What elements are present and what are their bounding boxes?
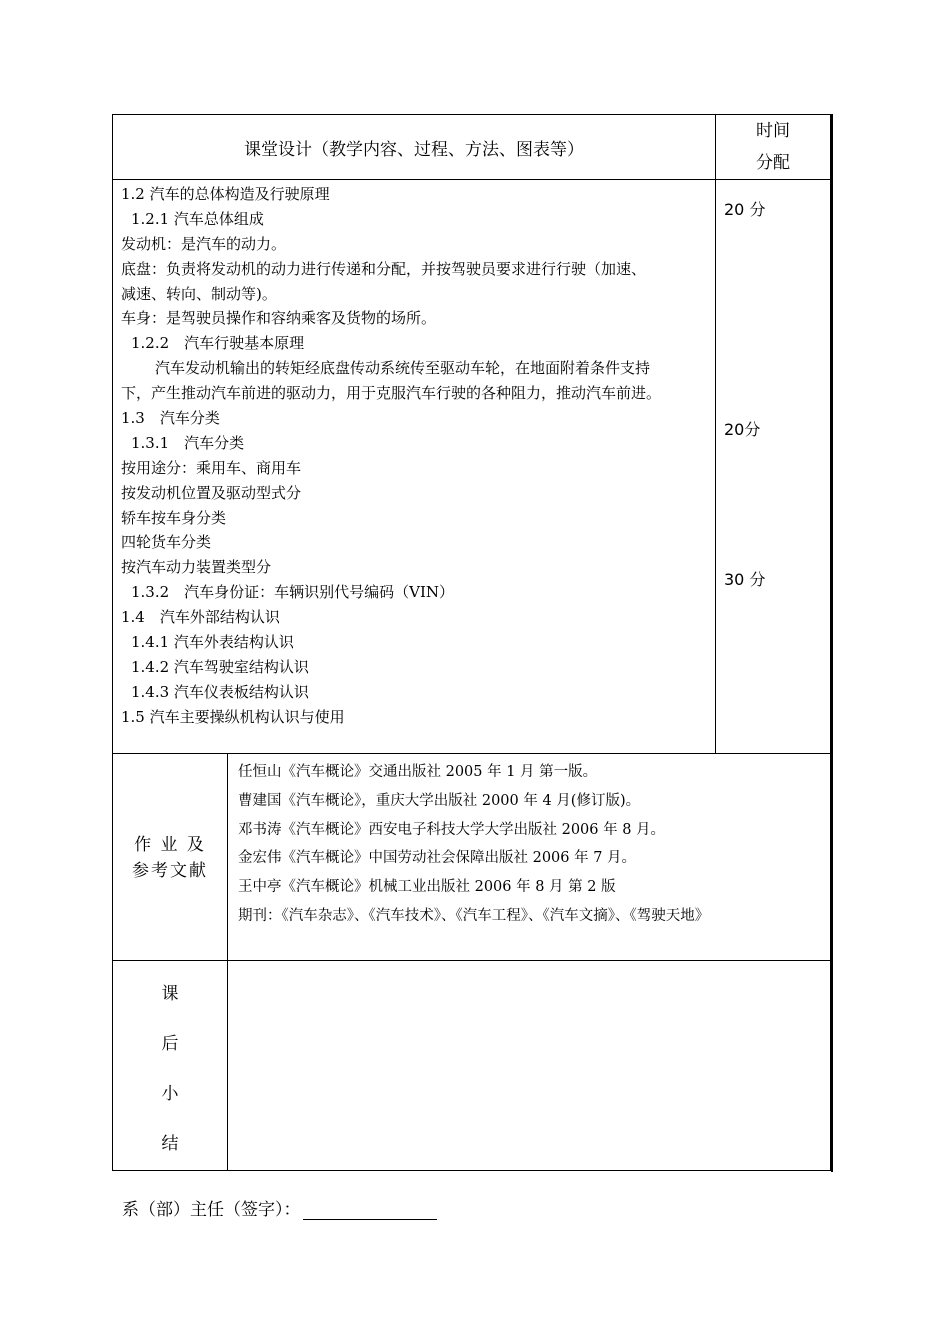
content-divider [112,753,831,754]
content-line: 1.5 汽车主要操纵机构认识与使用 [121,707,345,726]
reference-item: 曹建国《汽车概论》，重庆大学出版社 2000 年 4 月(修订版)。 [238,792,641,809]
header-time-line2: 分配 [756,153,790,173]
lesson-content [121,182,713,730]
reference-item: 期刊：《汽车杂志》、《汽车技术》、《汽车工程》、《汽车文摘》、《驾驶天地》 [238,907,710,924]
summary-label-char: 结 [161,1134,179,1154]
content-line: 1.3 汽车分类 [121,409,220,428]
content-line: 1.2.1 汽车总体组成 [131,209,264,228]
content-line: 按汽车动力装置类型分 [121,558,272,577]
content-line: 底盘：负责将发动机的动力进行传递和分配，并按驾驶员要求进行行驶（加速、 [121,259,647,278]
header-time-cell [716,115,830,179]
header-title: 课堂设计（教学内容、过程、方法、图表等） [244,139,584,160]
summary-label-char: 课 [161,984,179,1004]
content-line: 汽车发动机输出的转矩经底盘传动系统传至驱动车轮，在地面附着条件支持 [155,359,651,378]
header-title-cell [113,115,715,179]
content-line: 1.4.3 汽车仪表板结构认识 [131,682,309,701]
summary-label-char: 小 [161,1084,179,1104]
content-line: 四轮货车分类 [121,533,212,552]
time-column-divider [715,114,716,754]
content-line: 1.4 汽车外部结构认识 [121,608,280,627]
content-line: 按发动机位置及驱动型式分 [121,483,302,502]
content-line: 轿车按车身分类 [121,508,227,527]
reference-item: 金宏伟《汽车概论》中国劳动社会保障出版社 2006 年 7 月。 [238,850,637,867]
content-line: 车身：是驾驶员操作和容纳乘客及货物的场所。 [121,309,437,328]
signature-row [122,1195,437,1220]
content-line: 1.2.2 汽车行驶基本原理 [131,334,305,353]
table-edge-shadow [831,114,833,1172]
reference-item: 王中亭《汽车概论》机械工业出版社 2006 年 8 月 第 2 版 [238,879,616,896]
header-divider [112,179,831,180]
content-line: 下，产生推动汽车前进的驱动力，用于克服汽车行驶的各种阻力，推动汽车前进。 [121,384,662,403]
reference-item: 任恒山《汽车概论》交通出版社 2005 年 1 月 第一版。 [238,764,598,780]
references-label-cell [113,755,227,960]
time-allocation-2: 20分 [724,420,761,439]
content-line: 发动机：是汽车的动力。 [121,234,287,253]
signature-field[interactable] [303,1197,437,1220]
content-line: 1.3.1 汽车分类 [131,433,245,452]
reference-item: 邓书涛《汽车概论》西安电子科技大学大学出版社 2006 年 8 月。 [238,821,666,838]
references-label-line1: 作 业 及 [134,834,206,855]
time-allocation-3: 30 分 [724,570,766,589]
content-line: 按用途分：乘用车、商用车 [121,458,302,477]
references-divider [112,960,831,961]
header-time-line1: 时间 [756,121,790,141]
time-allocation-1: 20 分 [724,200,766,219]
references-label-line2: 参考文献 [132,860,208,881]
content-line: 1.4.1 汽车外表结构认识 [131,633,294,652]
content-line: 1.2 汽车的总体构造及行驶原理 [121,185,330,203]
signature-label: 系（部）主任（签字）： [122,1200,301,1220]
content-line: 1.3.2 汽车身份证：车辆识别代号编码（VIN） [131,583,455,602]
summary-label-cell [113,962,227,1170]
summary-label-char: 后 [161,1034,179,1054]
content-line: 1.4.2 汽车驾驶室结构认识 [131,657,309,676]
references-list [238,758,828,931]
summary-body[interactable] [228,962,830,1170]
content-line: 减速、转向、制动等)。 [121,284,277,303]
